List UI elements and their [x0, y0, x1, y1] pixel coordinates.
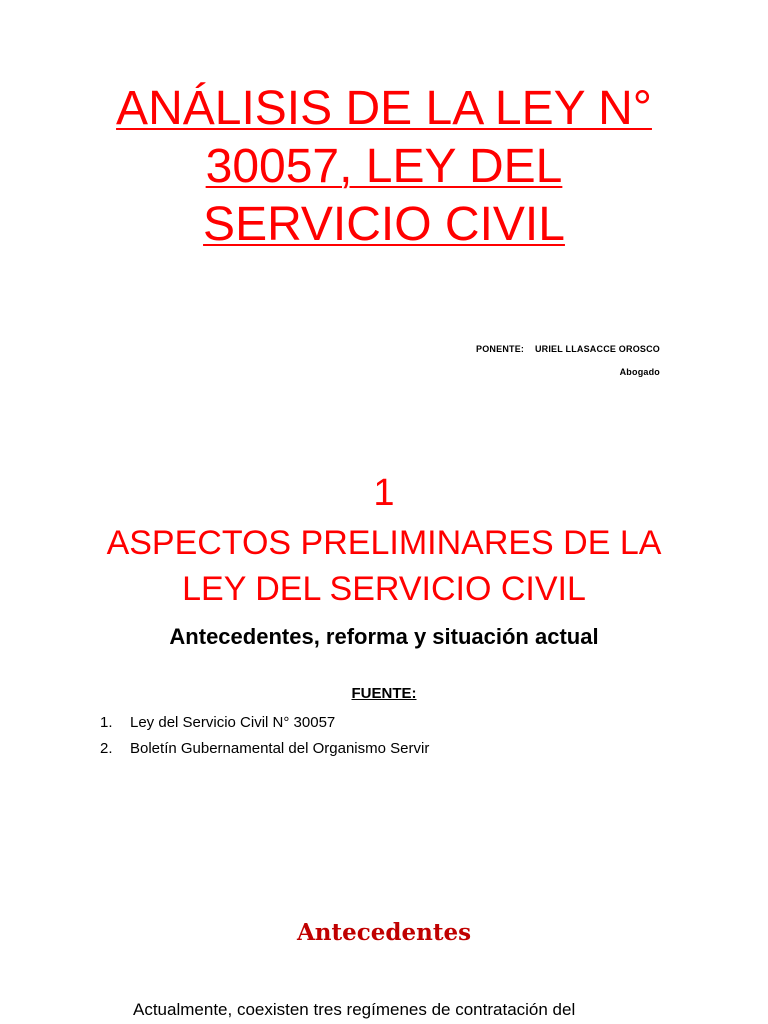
section-title-line-1: ASPECTOS PRELIMINARES DE LA	[106, 524, 662, 562]
title-line-1: ANÁLISIS DE LA LEY N°	[116, 82, 652, 135]
presenter-name: URIEL LLASACCE OROSCO	[534, 344, 660, 354]
subsection-heading: Antecedentes	[296, 919, 472, 946]
title-line-3: SERVICIO CIVIL	[203, 198, 565, 251]
list-item-text: Ley del Servicio Civil N° 30057	[130, 714, 336, 731]
presenter-block	[476, 344, 660, 377]
section-title	[60, 520, 708, 612]
body-paragraph: Actualmente, coexisten tres regímenes de contratación del	[133, 1000, 576, 1019]
document-title	[60, 80, 708, 254]
title-line-2: 30057, LEY DEL	[205, 140, 563, 193]
list-item-text: Boletín Gubernamental del Organismo Servir	[130, 740, 430, 757]
presenter-role: Abogado	[619, 367, 660, 377]
presenter-line	[476, 344, 660, 354]
section-subtitle: Antecedentes, reforma y situación actual	[169, 624, 599, 649]
list-item	[100, 710, 429, 736]
list-item	[100, 736, 429, 762]
sources-list	[100, 710, 429, 762]
sources-label: FUENTE:	[351, 685, 417, 702]
section-number: 1	[373, 472, 395, 514]
list-item-number: 2.	[100, 740, 113, 757]
presenter-label: PONENTE:	[476, 344, 525, 354]
section-title-line-2: LEY DEL SERVICIO CIVIL	[182, 570, 586, 608]
list-item-number: 1.	[100, 714, 113, 731]
